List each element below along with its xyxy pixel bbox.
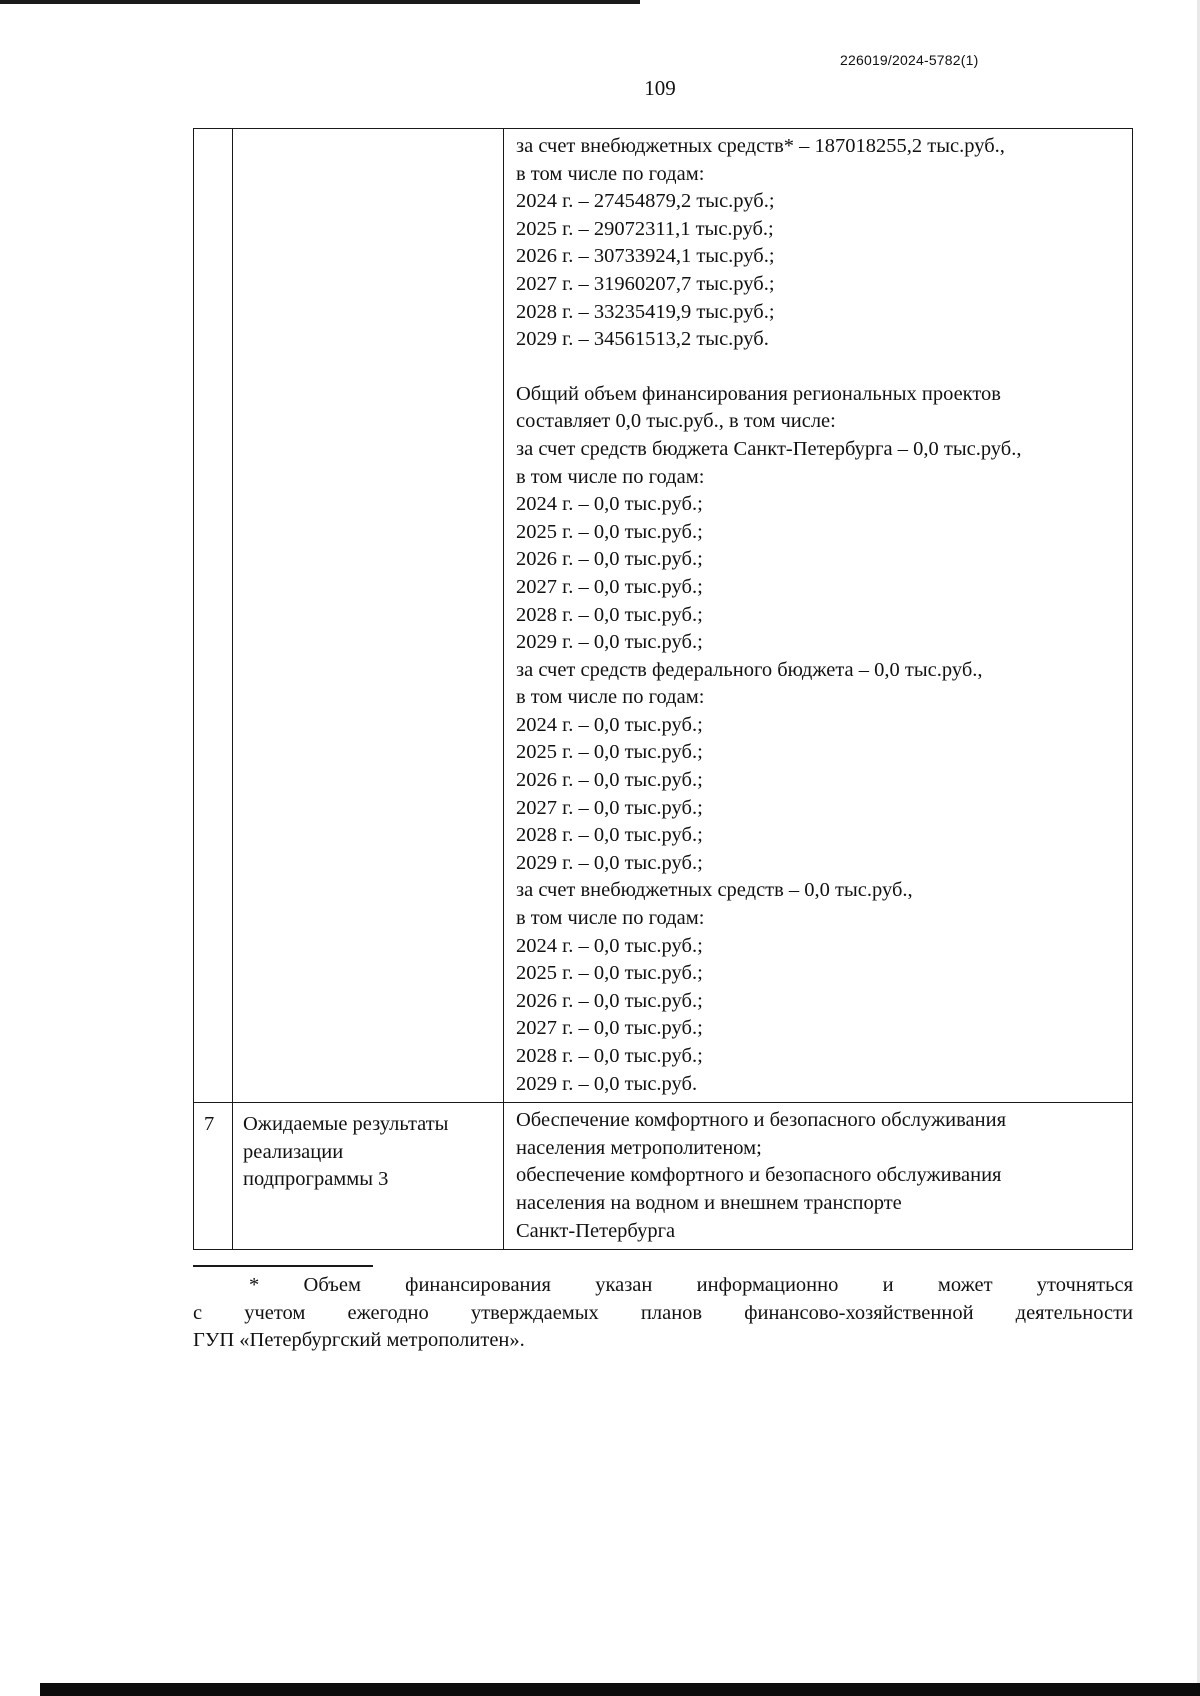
table-row-continuation [194,129,1133,1103]
spb-by-years-label: в том числе по годам: [516,465,705,488]
extra-year-line: 2029 г. – 0,0 тыс.руб. [516,1072,698,1095]
cell-row-number [194,1103,233,1250]
spb-year-line: 2024 г. – 0,0 тыс.руб.; [516,493,703,516]
federal-year-line: 2028 г. – 0,0 тыс.руб.; [516,824,703,847]
footnote-separator [193,1265,373,1267]
result-line: населения на водном и внешнем транспорте [516,1191,902,1214]
regional-intro-line: составляет 0,0 тыс.руб., в том числе: [516,410,836,433]
cell-expected-results [504,1103,1133,1250]
scan-edge-bottom [40,1683,1200,1696]
extrabudget-year-line: 2028 г. – 33235419,9 тыс.руб.; [516,300,775,323]
result-line: населения метрополитеном; [516,1136,762,1159]
cell-row-name [233,1103,504,1250]
spb-year-line: 2026 г. – 0,0 тыс.руб.; [516,548,703,571]
footnote-line: ГУП «Петербургский метрополитен». [193,1329,525,1352]
footnote-line: с учетом ежегодно утверждаемых планов финансово-хозяйственной деятельности [193,1301,1133,1324]
result-line: Обеспечение комфортного и безопасного обслуживания [516,1109,1007,1132]
scan-edge-top [0,0,640,4]
spb-year-line: 2028 г. – 0,0 тыс.руб.; [516,603,703,626]
result-line: Санкт-Петербурга [516,1219,676,1242]
extrabudget-year-line: 2026 г. – 30733924,1 тыс.руб.; [516,245,775,268]
extra-year-line: 2027 г. – 0,0 тыс.руб.; [516,1017,703,1040]
extrabudget-by-years-label: в том числе по годам: [516,162,705,185]
federal-year-line: 2029 г. – 0,0 тыс.руб.; [516,851,703,874]
federal-year-line: 2024 г. – 0,0 тыс.руб.; [516,713,703,736]
page-number: 109 [644,76,676,100]
spb-year-line: 2025 г. – 0,0 тыс.руб.; [516,520,703,543]
extrabudget-year-line: 2029 г. – 34561513,2 тыс.руб. [516,328,769,351]
footnote-line: * Объем финансирования указан информационно и может уточняться [249,1274,1133,1296]
extrabudget-total: за счет внебюджетных средств* – 187018255,2 тыс.руб., [516,135,1005,157]
result-line: обеспечение комфортного и безопасного обслуживания [516,1164,1002,1187]
extra-year-line: 2025 г. – 0,0 тыс.руб.; [516,962,703,985]
cell-financing-values [504,129,1133,1103]
cell-name-empty [233,129,504,1103]
extrabudget-year-line: 2025 г. – 29072311,1 тыс.руб.; [516,217,774,240]
row-name-line: подпрограммы 3 [243,1168,389,1191]
extrabudget-year-line: 2024 г. – 27454879,2 тыс.руб.; [516,190,775,213]
extra-year-line: 2024 г. – 0,0 тыс.руб.; [516,934,703,957]
cell-number-empty [194,129,233,1103]
extrabudget-year-line: 2027 г. – 31960207,7 тыс.руб.; [516,272,775,295]
row-name-line: реализации [243,1140,344,1163]
extra-funds-total: за счет внебюджетных средств – 0,0 тыс.руб., [516,879,913,902]
row-number: 7 [204,1113,215,1136]
federal-budget-total: за счет средств федерального бюджета – 0,0 тыс.руб., [516,658,983,681]
extra-year-line: 2028 г. – 0,0 тыс.руб.; [516,1045,703,1067]
footnote [193,1272,1133,1355]
program-passport-table [193,128,1133,1250]
federal-year-line: 2027 г. – 0,0 тыс.руб.; [516,796,703,819]
extra-year-line: 2026 г. – 0,0 тыс.руб.; [516,989,703,1012]
extra-by-years-label: в том числе по годам: [516,907,705,930]
federal-by-years-label: в том числе по годам: [516,686,705,709]
spb-year-line: 2029 г. – 0,0 тыс.руб.; [516,631,703,654]
document-id: 226019/2024-5782(1) [840,52,979,68]
row-name-line: Ожидаемые результаты [243,1113,449,1136]
table-row-7 [194,1103,1133,1250]
regional-intro-line: Общий объем финансирования региональных проектов [516,382,1001,405]
spb-year-line: 2027 г. – 0,0 тыс.руб.; [516,575,703,598]
spb-budget-total: за счет средств бюджета Санкт-Петербурга – 0,0 тыс.руб., [516,437,1022,460]
federal-year-line: 2026 г. – 0,0 тыс.руб.; [516,769,703,792]
federal-year-line: 2025 г. – 0,0 тыс.руб.; [516,741,703,764]
paragraph-gap [516,354,1124,381]
